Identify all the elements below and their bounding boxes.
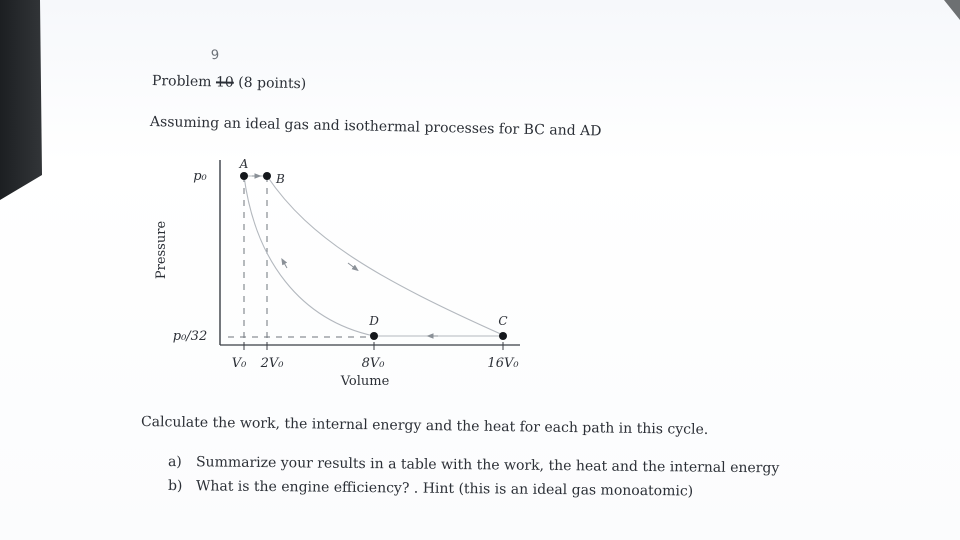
label-d: D	[369, 314, 379, 328]
path-b-c	[267, 176, 503, 335]
question-text: Calculate the work, the internal energy and the heat for each path in this cycle.	[140, 414, 709, 438]
point-b	[263, 172, 271, 180]
x-axis-title: Volume	[340, 374, 390, 389]
path-d-a	[244, 176, 374, 336]
point-a	[240, 172, 248, 180]
problem-label: Problem	[151, 73, 212, 91]
ytick-p0-32: p₀/32	[172, 329, 208, 344]
item-a-marker: a)	[167, 454, 182, 471]
arrow-b-c	[348, 263, 356, 269]
item-a-text: Summarize your results in a table with the work, the heat and the internal energy	[195, 454, 780, 477]
point-d	[370, 332, 378, 340]
y-axis-title: Pressure	[154, 220, 169, 280]
problem-points: (8 points)	[238, 74, 307, 93]
item-b-marker: b)	[167, 478, 183, 495]
xtick-8v0: 8V₀	[361, 356, 385, 371]
label-b: B	[276, 172, 285, 186]
ytick-p0: p₀	[193, 169, 207, 184]
handwritten-problem-number: 9	[210, 47, 220, 64]
item-b-text: What is the engine efficiency? . Hint (this is an ideal gas monoatomic)	[195, 478, 694, 500]
problem-statement: Assuming an ideal gas and isothermal processes for BC and AD	[149, 114, 602, 140]
struck-problem-number: 10	[215, 74, 234, 91]
point-c	[499, 332, 507, 340]
label-a: A	[239, 157, 249, 171]
xtick-2v0: 2V₀	[260, 356, 284, 371]
xtick-16v0: 16V₀	[487, 356, 519, 371]
xtick-v0: V₀	[231, 356, 247, 371]
arrow-d-a	[283, 261, 287, 268]
label-c: C	[498, 314, 508, 328]
